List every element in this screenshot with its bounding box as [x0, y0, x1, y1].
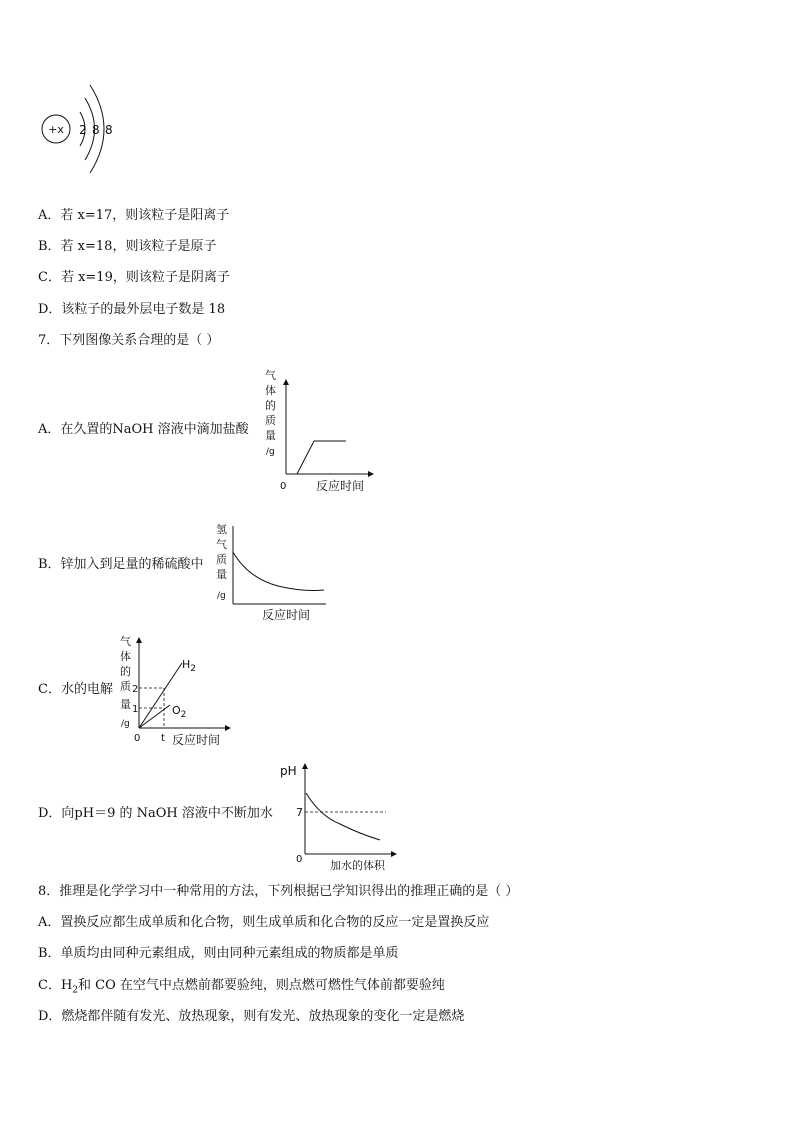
q7-c-o2-label: $O_2$: [172, 704, 187, 720]
q7-c-ylabel-2: 体: [120, 650, 131, 663]
q7-a-graph: [260, 362, 380, 494]
q8-option-c-rest: 和 CO 在空气中点燃前都要验纯，则点燃可燃性气体前都要验纯: [78, 978, 445, 993]
q8-option-d: D．燃烧都伴随有发光、放热现象，则有发光、放热现象的变化一定是燃烧: [38, 1009, 465, 1024]
q7-c-ylabel-3: 的: [120, 665, 131, 678]
q6-option-a: A．若 x=17，则该粒子是阳离子: [38, 208, 230, 223]
q7-stem: 7．下列图像关系合理的是（ ）: [38, 333, 220, 348]
q7-c-graph: [116, 630, 240, 750]
q7-option-d-label: D．向pH＝9 的 NaOH 溶液中不断加水: [38, 806, 273, 821]
q7-d-graph: [278, 758, 404, 874]
q7-option-b-label: B．锌加入到足量的稀硫酸中: [38, 557, 204, 572]
q7-a-ylabel-6: /g: [266, 447, 275, 457]
q7-d-xlabel: 加水的体积: [330, 859, 385, 872]
q7-b-ylabel-3: 质: [216, 553, 227, 566]
q8-option-c-subscript: 2: [72, 985, 79, 996]
shell-1-electrons: 2: [79, 123, 87, 137]
q6-option-d: D．该粒子的最外层电子数是 18: [38, 302, 226, 317]
q7-option-a-label: A．在久置的NaOH 溶液中滴加盐酸: [38, 422, 249, 437]
q8-option-b: B．单质均由同种元素组成，则由同种元素组成的物质都是单质: [38, 946, 399, 961]
q7-a-ylabel-3: 的: [265, 399, 276, 412]
q7-c-xlabel: 反应时间: [172, 733, 221, 747]
q7-c-ylabel-5: 量: [120, 698, 131, 711]
q6-option-c: C．若 x=19，则该粒子是阴离子: [38, 270, 230, 285]
q7-d-tick-7: 7: [296, 806, 303, 819]
q7-a-ylabel-4: 质: [265, 414, 276, 427]
shell-2-electrons: 8: [92, 123, 100, 137]
q7-c-tick-2: 2: [132, 684, 139, 695]
q7-b-curve: [233, 552, 324, 591]
q7-b-graph: [208, 516, 338, 624]
atom-structure-diagram: [38, 80, 128, 175]
q7-c-ylabel-1: 气: [120, 635, 131, 648]
q7-option-c-label: C．水的电解: [38, 682, 113, 697]
q7-a-ylabel-5: 量: [265, 429, 276, 442]
q7-c-h2-label: $H_2$: [182, 658, 197, 674]
q8-stem: 8．推理是化学学习中一种常用的方法，下列根据已学知识得出的推理正确的是（ ）: [38, 884, 519, 899]
q7-c-origin: 0: [134, 733, 141, 744]
q7-c-h2-line: [139, 663, 182, 728]
q7-c-ylabel-6: /g: [121, 719, 130, 729]
q7-a-curve: [297, 441, 346, 474]
q7-a-ylabel-2: 体: [265, 384, 276, 397]
q8-option-a: A．置换反应都生成单质和化合物，则生成单质和化合物的反应一定是置换反应: [38, 915, 490, 930]
q7-c-tick-1: 1: [132, 704, 139, 715]
q7-c-o2-line: [139, 705, 170, 728]
q7-a-origin: 0: [280, 481, 287, 492]
shell-3-electrons: 8: [105, 123, 113, 137]
q7-d-origin: 0: [296, 854, 303, 865]
q7-a-ylabel-1: 气: [265, 369, 276, 382]
q7-b-ylabel-1: 氢: [216, 523, 227, 536]
q8-option-c: [38, 978, 445, 999]
q6-option-b: B．若 x=18，则该粒子是原子: [38, 239, 217, 254]
q7-a-xlabel: 反应时间: [316, 479, 365, 493]
nucleus-charge: +x: [48, 123, 64, 136]
q7-b-ylabel-2: 气: [216, 538, 227, 551]
q7-b-xlabel: 反应时间: [262, 608, 311, 622]
q7-b-ylabel-4: 量: [216, 568, 227, 581]
q7-d-curve: [306, 793, 380, 840]
q7-c-ylabel-4: 质: [120, 680, 131, 693]
q7-c-t-tick: t: [161, 733, 165, 744]
q8-option-c-prefix: C．H: [38, 978, 73, 993]
q7-b-ylabel-5: /g: [217, 591, 226, 601]
q7-d-ylabel: pH: [280, 764, 297, 778]
